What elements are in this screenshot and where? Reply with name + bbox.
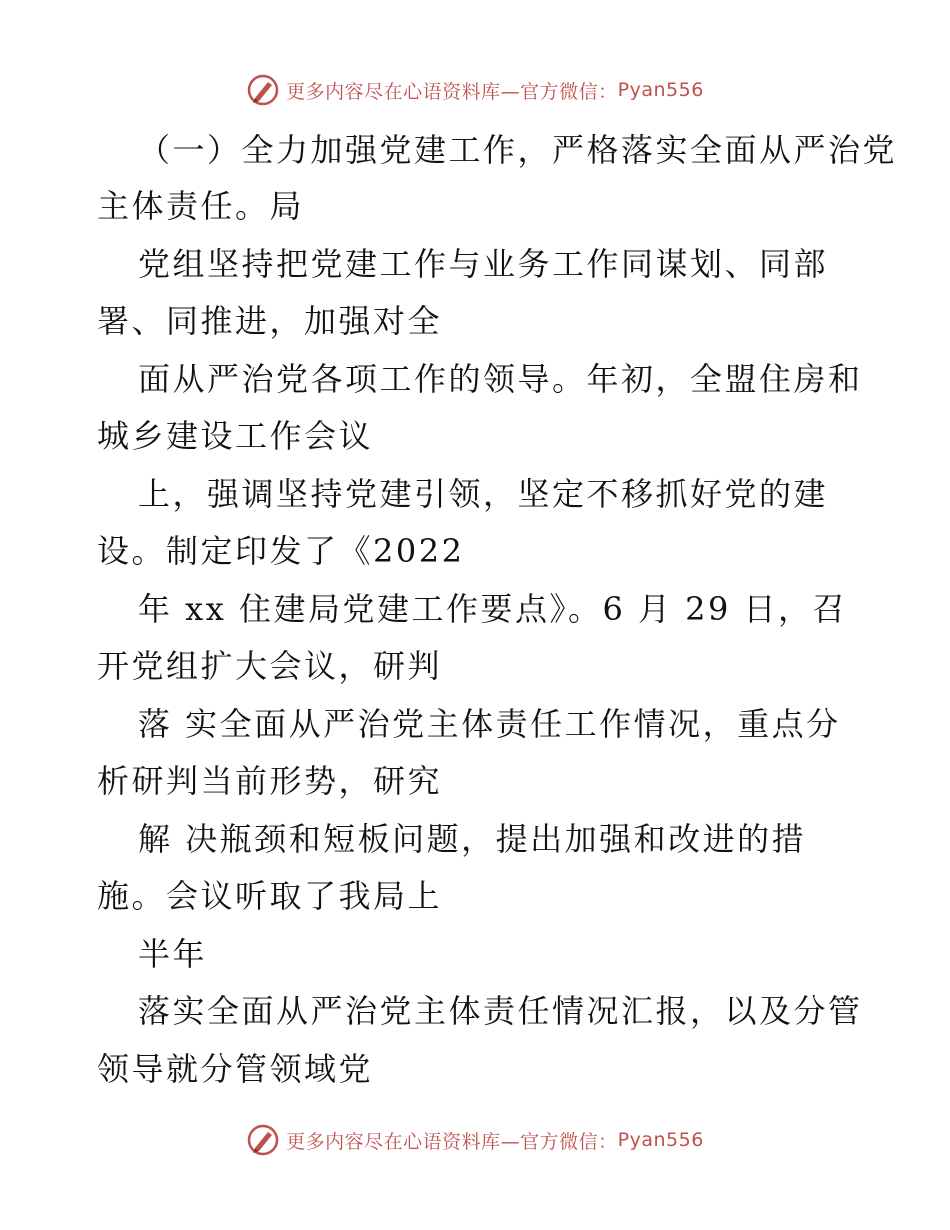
body-line: 上，强调坚持党建引领，坚定不移抓好党的建 <box>138 475 829 513</box>
body-line: 施。会议听取了我局上 <box>97 877 443 915</box>
body-line: 解 决瓶颈和短板问题，提出加强和改进的措 <box>138 820 807 858</box>
watermark-contact: Pyan556 <box>617 1129 704 1151</box>
watermark-text: 更多内容尽在心语资料库—官方微信： <box>286 1130 618 1153</box>
body-line: （一）全力加强党建工作，严格落实全面从严治党 <box>138 131 898 169</box>
body-line: 署、同推进，加强对全 <box>97 302 443 340</box>
footer-watermark <box>0 1120 950 1160</box>
body-line: 党组坚持把党建工作与业务工作同谋划、同部 <box>138 245 829 283</box>
watermark-contact: Pyan556 <box>617 79 704 101</box>
body-line: 主体责任。局 <box>97 187 305 225</box>
body-line: 城乡建设工作会议 <box>97 417 374 455</box>
body-line: 面从严治党各项工作的领导。年初，全盟住房和 <box>138 360 863 398</box>
body-line: 半年 <box>138 935 208 973</box>
body-line: 年 xx 住建局党建工作要点》。6 月 29 日，召 <box>138 590 848 628</box>
body-line: 析研判当前形势，研究 <box>97 762 443 800</box>
body-line: 开党组扩大会议，研判 <box>97 647 443 685</box>
body-line: 领导就分管领域党 <box>97 1050 374 1088</box>
pen-seal-logo-icon <box>246 73 280 107</box>
body-line: 落实全面从严治党主体责任情况汇报，以及分管 <box>138 992 863 1030</box>
watermark-text: 更多内容尽在心语资料库—官方微信： <box>286 80 618 103</box>
pen-seal-logo-icon <box>246 1123 280 1157</box>
body-line: 落 实全面从严治党主体责任工作情况，重点分 <box>138 705 841 743</box>
body-line: 设。制定印发了《2022 <box>97 532 465 570</box>
header-watermark <box>0 70 950 110</box>
